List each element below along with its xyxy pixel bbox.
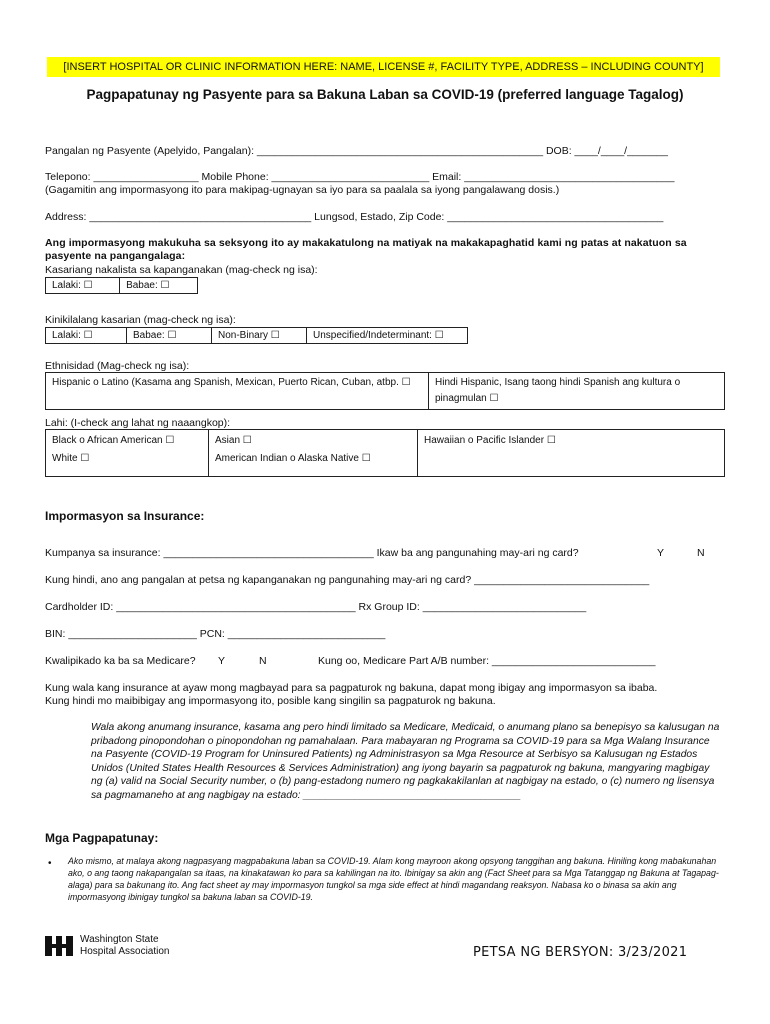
sex-label: Kasariang nakalista sa kapanganakan (mag-check ng isa):: [45, 264, 318, 276]
bin-pcn-line[interactable]: BIN: ______________________ PCN: ___________________________: [45, 628, 386, 640]
race-option-asian[interactable]: Asian ☐: [215, 435, 252, 446]
wsha-logo-icon: [45, 935, 73, 957]
gender-option-unspecified[interactable]: Unspecified/Indeterminant: ☐: [307, 328, 468, 344]
bullet-icon: •: [48, 858, 52, 869]
sex-option-female[interactable]: Babae: ☐: [120, 278, 198, 294]
attestations-heading: Mga Pagpapatunay:: [45, 831, 159, 845]
race-option-black[interactable]: Black o African American ☐: [52, 435, 175, 446]
gender-table: [45, 327, 468, 344]
medicare-question: Kwalipikado ka ba sa Medicare?: [45, 655, 196, 667]
medicare-no[interactable]: N: [259, 655, 267, 667]
phone-note: (Gagamitin ang impormasyong ito para makipag-ugnayan sa iyo para sa paalala sa iyong pangalawang dosis.): [45, 184, 560, 196]
race-option-white[interactable]: White ☐: [52, 453, 90, 464]
ethnicity-table: [45, 372, 725, 410]
hospital-info-banner: [INSERT HOSPITAL OR CLINIC INFORMATION HERE: NAME, LICENSE #, FACILITY TYPE, ADDRESS – INCLUDING COUNTY]: [47, 57, 720, 77]
gender-option-female[interactable]: Babae: ☐: [127, 328, 212, 344]
patient-name-line[interactable]: Pangalan ng Pasyente (Apelyido, Pangalan): _________________________________________________ DOB: ____/____/_______: [45, 145, 668, 157]
demographics-intro: Ang impormasyong makukuha sa seksyong ito ay makakatulong na matiyak na makakapaghatid kami ng patas at nakatuon sa pasyente na pangangalaga:: [45, 237, 687, 262]
primary-owner-no[interactable]: N: [697, 547, 705, 559]
insurance-heading: Impormasyon sa Insurance:: [45, 509, 205, 523]
race-option-american-indian[interactable]: American Indian o Alaska Native ☐: [215, 453, 371, 464]
ethnicity-option-hispanic[interactable]: Hispanic o Latino (Kasama ang Spanish, Mexican, Puerto Rican, Cuban, atbp. ☐: [46, 373, 429, 410]
medicare-number-line[interactable]: Kung oo, Medicare Part A/B number: ____________________________: [318, 655, 656, 667]
gender-option-nonbinary[interactable]: Non-Binary ☐: [212, 328, 307, 344]
no-insurance-text-2: Kung hindi mo maibibigay ang impormasyong ito, posible kang singilin sa pagpaturok ng bakuna.: [45, 695, 496, 707]
page-title: Pagpapatunay ng Pasyente para sa Bakuna Laban sa COVID-19 (preferred language Tagalog): [86, 87, 684, 102]
phone-line[interactable]: Telepono: __________________ Mobile Phone: ___________________________ Email: ____________________________________: [45, 171, 675, 183]
logo-text-line2: Hospital Association: [80, 946, 170, 957]
gender-label: Kinikilalang kasarian (mag-check ng isa):: [45, 314, 236, 326]
logo-text-line1: Washington State: [80, 934, 159, 945]
race-label: Lahi: (I-check ang lahat ng naaangkop):: [45, 417, 231, 429]
gender-option-male[interactable]: Lalaki: ☐: [46, 328, 127, 344]
cardholder-line[interactable]: Cardholder ID: _________________________________________ Rx Group ID: ____________________________: [45, 601, 587, 613]
sex-option-male[interactable]: Lalaki: ☐: [46, 278, 120, 294]
uninsured-attestation-block[interactable]: Wala akong anumang insurance, kasama ang pero hindi limitado sa Medicare, Medicaid, o anumang plano sa benepisyo sa kalusugan na pribadong pinopondohan o pinopondohan ng pamahalaan. Para mabayaran ng Programa sa COVID-19 para sa Mga Walang Insurance na Pasyente (COVID-19 Program for Uninsured Patients) ng Administrasyon sa Mga Resource at Serbisyo sa Kalusugan ng Estados Unidos (United States Health Resources & Services Administration) ang iyong bayarin sa pagpaturok ng bakuna, mangyaring magbigay ng (a) valid na Social Security number, o (b) pang-estadong numero ng pagkakakilanlan at nagbigay na estado, o (c) numero ng lisensya sa pagmamaneho at ang nagbigay na estado: ______________________________________: [91, 722, 720, 801]
version-date: PETSA NG BERSYON: 3/23/2021: [473, 945, 688, 960]
address-line[interactable]: Address: ______________________________________ Lungsod, Estado, Zip Code: _____________________________________: [45, 211, 664, 223]
ethnicity-label: Ethnisidad (Mag-check ng isa):: [45, 360, 190, 372]
race-table: [45, 429, 725, 477]
primary-owner-yes[interactable]: Y: [657, 547, 665, 559]
medicare-yes[interactable]: Y: [218, 655, 226, 667]
race-option-hawaiian[interactable]: Hawaiian o Pacific Islander ☐: [424, 435, 556, 446]
insurance-company-line[interactable]: Kumpanya sa insurance: ____________________________________ Ikaw ba ang pangunahing may-ari ng card?: [45, 547, 579, 559]
sex-table: [45, 277, 198, 294]
ethnicity-option-non-hispanic[interactable]: Hindi Hispanic, Isang taong hindi Spanish ang kultura o pinagmulan ☐: [429, 373, 725, 410]
no-insurance-text-1: Kung wala kang insurance at ayaw mong magbayad para sa pagpaturok ng bakuna, dapat mong ibigay ang impormasyon sa ibaba.: [45, 682, 658, 694]
card-owner-line[interactable]: Kung hindi, ano ang pangalan at petsa ng kapanganakan ng pangunahing may-ari ng card? ______________________________: [45, 574, 650, 586]
attestation-bullet: Ako mismo, at malaya akong nagpasyang magpabakuna laban sa COVID-19. Alam kong mayroon akong opsyong tanggihan ang bakuna. Hiniling kong mabakunahan ako, o ang taong nakapangalan sa itaas, na kinakatawan ko para sa kahilingan na ito. Ibinigay sa akin ang (Fact Sheet para sa Mga Tatanggap ng Bakuna at Tagapag-alaga) para sa bakunang ito. Ang fact sheet ay may impormasyon tungkol sa mga side effect at hindi magandang reaksyon. Nabasa ko o binasa sa akin ang impormasyong ibinigay tungkol sa bakuna laban sa COVID-19.: [68, 856, 719, 902]
